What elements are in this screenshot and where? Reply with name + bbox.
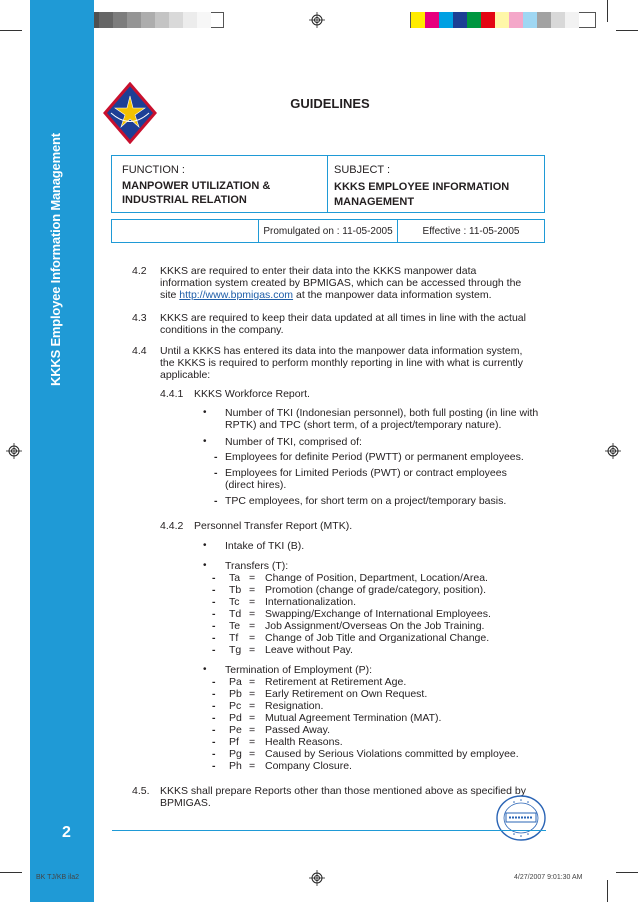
- official-stamp-icon: [494, 793, 548, 843]
- equals-sign: =: [249, 644, 256, 656]
- code-description: Early Retirement on Own Request.: [265, 688, 428, 700]
- paragraph-line: KKKS are required to keep their data updated at all times in line with the actual: [160, 312, 526, 324]
- equals-sign: =: [249, 608, 256, 620]
- code-description: Promotion (change of grade/category, position).: [265, 584, 487, 596]
- list-item: -: [212, 748, 216, 760]
- effective-date: Effective : 11-05-2005: [422, 226, 520, 237]
- bullet-text: Transfers (T):: [225, 560, 289, 572]
- code-label: Pa: [229, 676, 242, 688]
- paragraph-text: site: [160, 289, 180, 301]
- paragraph-line: conditions in the company.: [160, 324, 284, 336]
- section-number: 4.4: [132, 345, 147, 357]
- bullet-text: Number of TKI, comprised of:: [225, 436, 362, 448]
- code-label: Ta: [229, 572, 241, 584]
- paragraph-line: [160, 289, 492, 302]
- sidebar-title: KKKS Employee Information Management: [48, 133, 63, 386]
- paragraph-line: applicable:: [160, 369, 211, 381]
- equals-sign: =: [249, 748, 256, 760]
- page-number: 2: [62, 824, 71, 841]
- code-description: Change of Job Title and Organizational Change.: [265, 632, 490, 644]
- bullet-text: Termination of Employment (P):: [225, 664, 373, 676]
- bullet-icon: •: [203, 436, 207, 447]
- bullet-text: Number of TKI (Indonesian personnel), both full posting (in line with: [225, 407, 539, 419]
- code-label: Pf: [229, 736, 239, 748]
- code-label: Pb: [229, 688, 242, 700]
- equals-sign: =: [249, 688, 256, 700]
- registration-mark-icon: [309, 870, 325, 886]
- equals-sign: =: [249, 632, 256, 644]
- equals-sign: =: [249, 724, 256, 736]
- code-description: Passed Away.: [265, 724, 330, 736]
- paragraph-line: BPMIGAS.: [160, 797, 211, 809]
- equals-sign: =: [249, 676, 256, 688]
- function-value: INDUSTRIAL RELATION: [122, 194, 247, 206]
- section-number: 4.3: [132, 312, 147, 324]
- bullet-text: RPTK) and TPC (short term, of a project/temporary nature).: [225, 419, 502, 431]
- paragraph-line: KKKS are required to enter their data into the KKKS manpower data: [160, 265, 477, 277]
- promulgated-date: Promulgated on : 11-05-2005: [263, 226, 393, 237]
- bullet-icon: •: [203, 540, 207, 551]
- dash-item: TPC employees, for short term on a project/temporary basis.: [225, 495, 507, 507]
- company-logo-icon: [103, 82, 157, 144]
- bottom-rule: [112, 830, 546, 831]
- print-slug-left: BK TJ/KB ila2: [36, 874, 80, 881]
- dash-icon: -: [214, 467, 218, 479]
- code-label: Te: [229, 620, 241, 632]
- code-label: Pd: [229, 712, 242, 724]
- print-slug-right: 4/27/2007 9:01:30 AM: [514, 874, 583, 881]
- equals-sign: =: [249, 700, 256, 712]
- equals-sign: =: [249, 572, 256, 584]
- list-item: -: [212, 596, 216, 608]
- code-description: Internationalization.: [265, 596, 357, 608]
- code-label: Pg: [229, 748, 242, 760]
- subject-value: KKKS EMPLOYEE INFORMATION: [334, 181, 510, 193]
- dash-item: (direct hires).: [225, 479, 287, 491]
- code-label: Tc: [229, 596, 240, 608]
- equals-sign: =: [249, 712, 256, 724]
- registration-mark-icon: [309, 12, 325, 28]
- code-description: Swapping/Exchange of International Employees.: [265, 608, 491, 620]
- paragraph-line: the KKKS is required to perform monthly reporting in line with what is currently: [160, 357, 523, 369]
- code-label: Pe: [229, 724, 242, 736]
- list-item: -: [212, 620, 216, 632]
- dash-icon: -: [214, 451, 218, 463]
- code-description: Change of Position, Department, Location/Area.: [265, 572, 488, 584]
- dash-icon: -: [214, 495, 218, 507]
- equals-sign: =: [249, 760, 256, 772]
- section-number: 4.2: [132, 265, 147, 277]
- code-description: Leave without Pay.: [265, 644, 353, 656]
- list-item: -: [212, 724, 216, 736]
- subsection-title: Personnel Transfer Report (MTK).: [194, 520, 353, 532]
- subsection-title: KKKS Workforce Report.: [194, 388, 310, 400]
- list-item: -: [212, 584, 216, 596]
- code-description: Health Reasons.: [265, 736, 343, 748]
- paragraph-line: information system created by BPMIGAS, which can be accessed through the: [160, 277, 522, 289]
- list-item: -: [212, 700, 216, 712]
- bullet-icon: •: [203, 407, 207, 418]
- equals-sign: =: [249, 620, 256, 632]
- bullet-icon: •: [203, 560, 207, 571]
- paragraph-line: KKKS shall prepare Reports other than those mentioned above as specified by: [160, 785, 526, 797]
- code-description: Job Assignment/Overseas On the Job Training.: [265, 620, 485, 632]
- subsection-number: 4.4.2: [160, 520, 184, 532]
- equals-sign: =: [249, 596, 256, 608]
- paragraph-line: Until a KKKS has entered its data into the manpower data information system,: [160, 345, 523, 357]
- registration-mark-icon: [6, 443, 22, 459]
- code-label: Td: [229, 608, 242, 620]
- list-item: -: [212, 736, 216, 748]
- list-item: -: [212, 632, 216, 644]
- subsection-number: 4.4.1: [160, 388, 184, 400]
- function-value: MANPOWER UTILIZATION &: [122, 180, 271, 192]
- code-label: Tf: [229, 632, 239, 644]
- registration-mark-icon: [605, 443, 621, 459]
- page-title: GUIDELINES: [290, 96, 370, 111]
- code-description: Retirement at Retirement Age.: [265, 676, 407, 688]
- subject-label: SUBJECT :: [334, 164, 391, 176]
- code-description: Company Closure.: [265, 760, 352, 772]
- section-number: 4.5.: [132, 785, 150, 797]
- code-label: Tg: [229, 644, 242, 656]
- code-label: Pc: [229, 700, 242, 712]
- paragraph-text: at the manpower data information system.: [293, 289, 492, 301]
- equals-sign: =: [249, 736, 256, 748]
- list-item: -: [212, 676, 216, 688]
- equals-sign: =: [249, 584, 256, 596]
- code-description: Resignation.: [265, 700, 324, 712]
- function-label: FUNCTION :: [122, 164, 185, 176]
- code-description: Caused by Serious Violations committed by employee.: [265, 748, 519, 760]
- code-label: Ph: [229, 760, 242, 772]
- code-description: Mutual Agreement Termination (MAT).: [265, 712, 442, 724]
- list-item: -: [212, 712, 216, 724]
- code-label: Tb: [229, 584, 242, 596]
- bpmigas-link[interactable]: http://www.bpmigas.com: [179, 289, 294, 301]
- dash-item: Employees for definite Period (PWTT) or permanent employees.: [225, 451, 524, 463]
- list-item: -: [212, 760, 216, 772]
- bullet-icon: •: [203, 664, 207, 675]
- list-item: -: [212, 644, 216, 656]
- dash-item: Employees for Limited Periods (PWT) or contract employees: [225, 467, 507, 479]
- list-item: -: [212, 608, 216, 620]
- subject-value: MANAGEMENT: [334, 196, 415, 208]
- list-item: -: [212, 572, 216, 584]
- list-item: -: [212, 688, 216, 700]
- bullet-text: Intake of TKI (B).: [225, 540, 305, 552]
